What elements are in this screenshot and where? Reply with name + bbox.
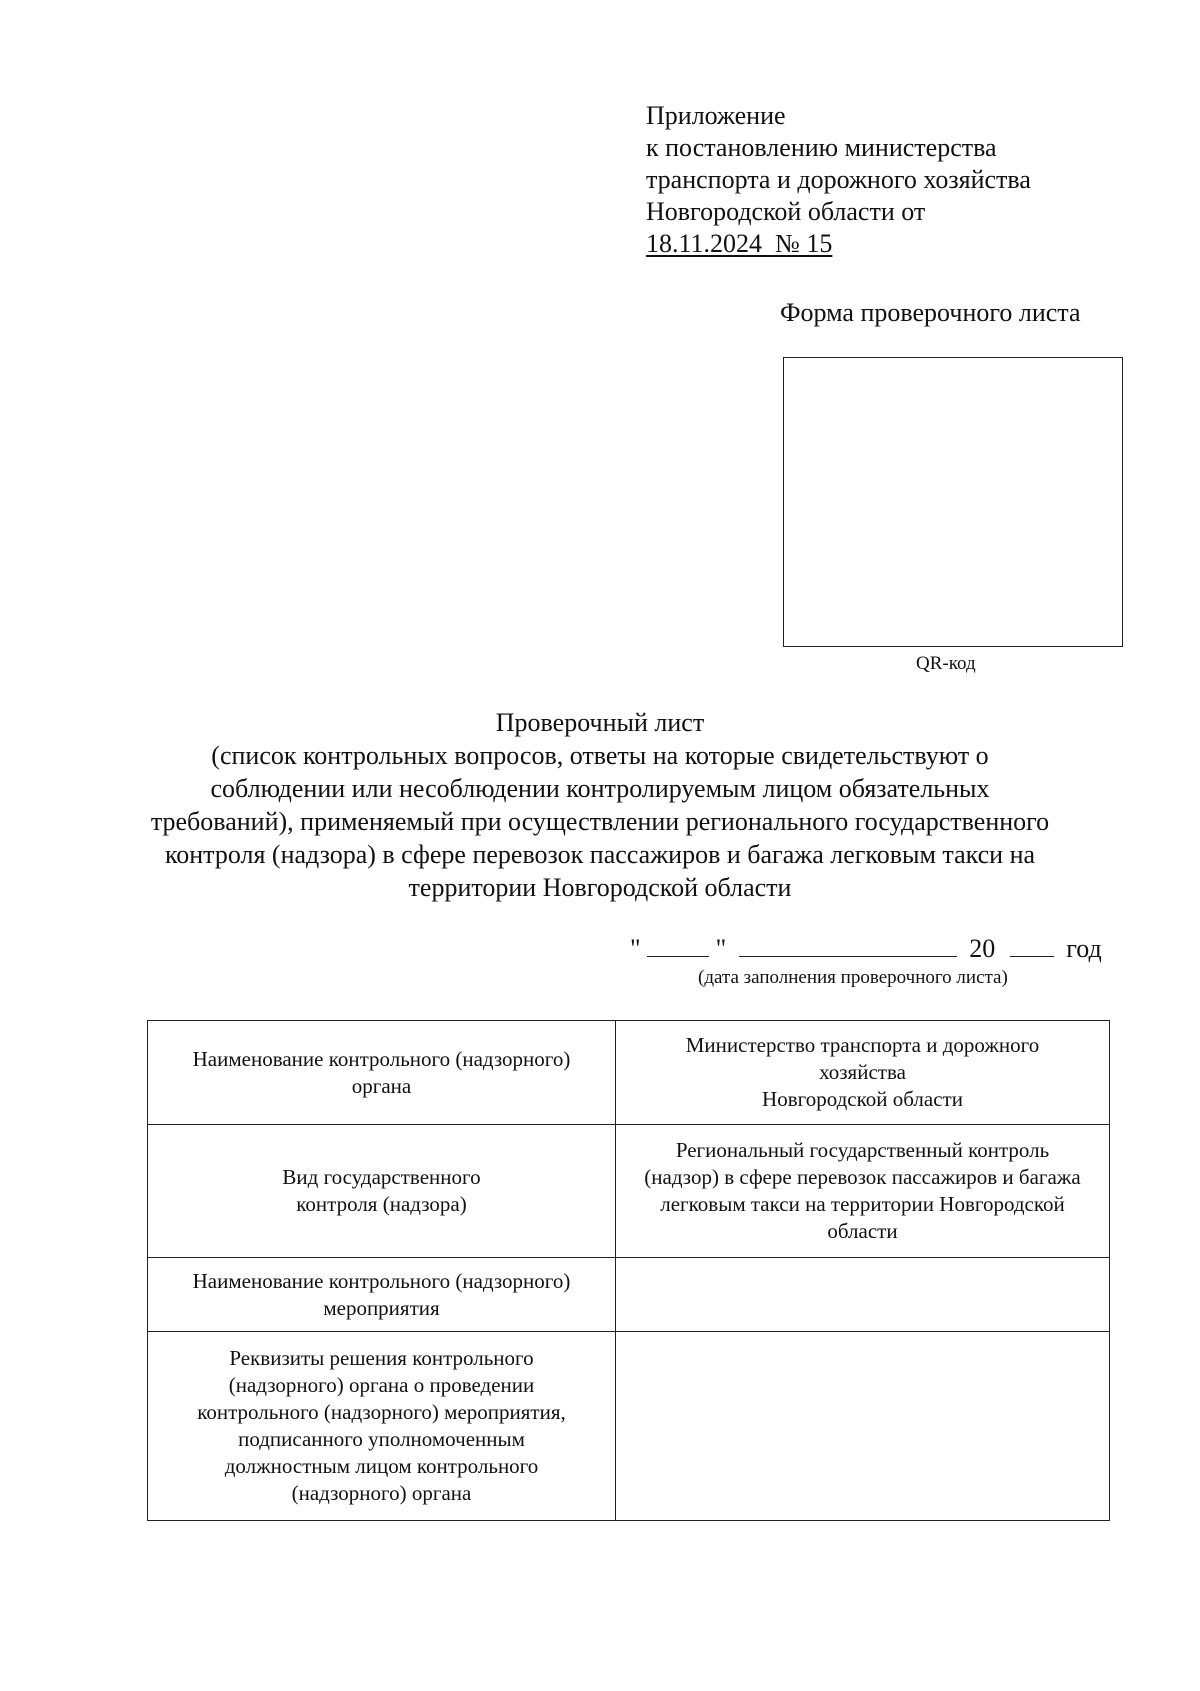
fill-date-line: [630, 933, 1102, 965]
table-value-cell[interactable]: [616, 1258, 1110, 1332]
table-row: [148, 1258, 1110, 1332]
document-title: [100, 706, 1100, 904]
day-blank[interactable]: [647, 934, 709, 957]
table-value-cell[interactable]: [616, 1332, 1110, 1521]
month-blank[interactable]: [739, 934, 957, 957]
table-label-cell: [148, 1125, 616, 1258]
title-heading: Проверочный лист: [495, 708, 705, 737]
table-row: [148, 1125, 1110, 1258]
fill-date-caption: (дата заполнения проверочного листа): [698, 967, 1008, 988]
form-name: Форма проверочного листа: [780, 298, 1081, 327]
row-label: Наименование контрольного (надзорного) органа: [192, 1046, 571, 1098]
table-value-cell: [616, 1125, 1110, 1258]
appendix-reference: [646, 100, 1166, 260]
title-line-2: соблюдении или несоблюдении контролируемым лицом обязательных: [210, 774, 990, 803]
quote-close: ": [715, 934, 727, 963]
appendix-line-2: к постановлению министерства: [646, 133, 997, 162]
row-label: Реквизиты решения контрольного (надзорного) органа о проведении контрольного (надзорного) мероприятия, подписанного уполномоченным должностным лицом контрольного (надзорного) органа: [197, 1346, 566, 1505]
table-label-cell: [148, 1021, 616, 1125]
title-line-5: территории Новгородской области: [408, 873, 792, 902]
row-label: Вид государственного контроля (надзора): [282, 1165, 481, 1216]
qr-code-label: QR-код: [916, 653, 976, 674]
title-line-3: требований), применяемый при осуществлении регионального государственного: [150, 807, 1050, 836]
appendix-line-4: Новгородской области от: [646, 197, 926, 226]
qr-code-placeholder: [783, 357, 1123, 647]
year-word: год: [1066, 934, 1102, 963]
table-row: [148, 1021, 1110, 1125]
appendix-line-3: транспорта и дорожного хозяйства: [646, 165, 1031, 194]
table-row: [148, 1332, 1110, 1521]
row-value: Министерство транспорта и дорожного хозяйства Новгородской области: [685, 1033, 1040, 1111]
row-label: Наименование контрольного (надзорного) мероприятия: [192, 1268, 571, 1320]
table-value-cell: [616, 1021, 1110, 1125]
year-blank[interactable]: [1010, 934, 1054, 957]
appendix-title: Приложение: [646, 101, 786, 130]
resolution-date-number: 18.11.2024 № 15: [646, 229, 833, 258]
inspection-info-table: [147, 1020, 1110, 1521]
row-value: Региональный государственный контроль (надзор) в сфере перевозок пассажиров и багажа легковым такси на территории Новгородской области: [644, 1138, 1081, 1243]
quote-open: ": [630, 934, 641, 963]
title-line-4: контроля (надзора) в сфере перевозок пассажиров и багажа легковым такси на: [164, 840, 1036, 869]
table-label-cell: [148, 1332, 616, 1521]
title-line-1: (список контрольных вопросов, ответы на которые свидетельствуют о: [211, 741, 989, 770]
century-prefix: 20: [969, 934, 996, 963]
table-label-cell: [148, 1258, 616, 1332]
